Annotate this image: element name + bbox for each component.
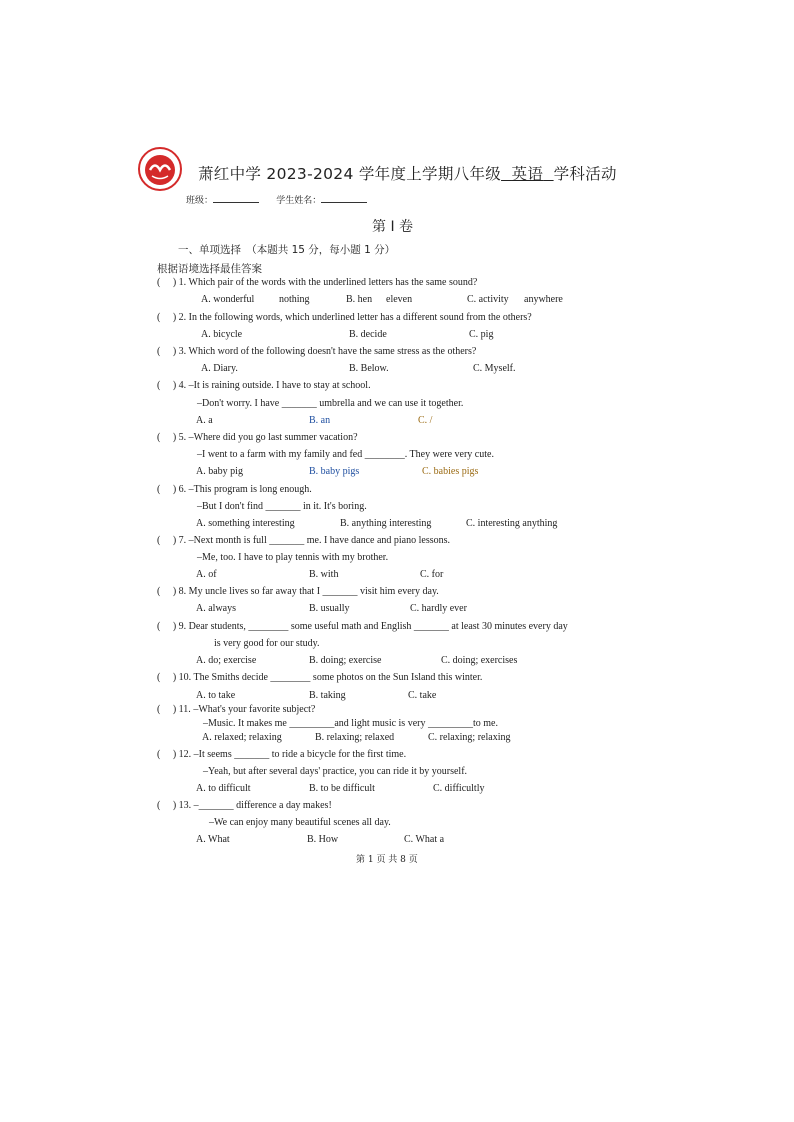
q4-option-c: C. / — [418, 415, 433, 426]
question-5: ( ) 5. –Where did you go last summer vacation? — [157, 432, 358, 443]
question-8: ( ) 8. My uncle lives so far away that I _______ visit him every day. — [157, 586, 439, 597]
q1-option-a: A. wonderful — [201, 294, 255, 305]
question-6: ( ) 6. –This program is long enough. — [157, 484, 312, 495]
q10-option-b: B. taking — [309, 690, 346, 701]
question-12: ( ) 12. –It seems _______ to ride a bicycle for the first time. — [157, 749, 407, 760]
q2-option-c: C. pig — [469, 329, 494, 340]
q3-option-a: A. Diary. — [201, 363, 238, 374]
question-10: ( ) 10. The Smiths decide ________ some photos on the Sun Island this winter. — [157, 672, 483, 683]
q4-option-a: A. a — [196, 415, 213, 426]
question-5-line-2: –I went to a farm with my family and fed ________. They were very cute. — [197, 449, 494, 460]
question-12-line-2: –Yeah, but after several days' practice, you can ride it by yourself. — [203, 766, 468, 777]
q10-option-c: C. take — [408, 690, 437, 701]
question-7: ( ) 7. –Next month is full _______ me. I have dance and piano lessons. — [157, 535, 451, 546]
question-11: ( ) 11. –What's your favorite subject? — [157, 704, 316, 715]
q6-option-b: B. anything interesting — [340, 518, 432, 529]
question-9-line-2: is very good for our study. — [214, 638, 320, 649]
q1-option-a2: nothing — [279, 294, 310, 305]
q1-option-c2: anywhere — [524, 294, 563, 305]
q8-option-b: B. usually — [309, 603, 350, 614]
q13-option-c: C. What a — [404, 834, 445, 845]
page-title: 萧红中学 2023-2024 学年度上学期八年级 英语 学科活动 — [198, 165, 617, 183]
q2-option-b: B. decide — [349, 329, 387, 340]
student-info: 班级： 学生姓名： — [186, 193, 367, 206]
q12-option-b: B. to be difficult — [309, 783, 375, 794]
question-4: ( ) 4. –It is raining outside. I have to stay at school. — [157, 380, 371, 391]
q5-option-b: B. baby pigs — [309, 466, 360, 477]
q12-option-a: A. to difficult — [196, 783, 251, 794]
q7-option-c: C. for — [420, 569, 444, 580]
question-1: ( ) 1. Which pair of the words with the underlined letters has the same sound? — [157, 277, 478, 288]
q9-option-c: C. doing; exercises — [441, 655, 518, 666]
q6-option-c: C. interesting anything — [466, 518, 558, 529]
question-9: ( ) 9. Dear students, ________ some useful math and English _______ at least 30 minutes every day — [157, 621, 568, 632]
q1-option-b2: eleven — [386, 294, 413, 305]
q3-option-b: B. Below. — [349, 363, 389, 374]
q2-option-a: A. bicycle — [201, 329, 243, 340]
page-footer: 第 1 页 共 8 页 — [356, 855, 418, 865]
q7-option-a: A. of — [196, 569, 217, 580]
section-heading: 一、单项选择 （本题共 15 分，每小题 1 分） — [178, 244, 396, 256]
question-2: ( ) 2. In the following words, which underlined letter has a different sound from the others? — [157, 312, 532, 323]
q12-option-c: C. difficultly — [433, 783, 485, 794]
q5-option-a: A. baby pig — [196, 466, 243, 477]
question-3: ( ) 3. Which word of the following doesn't have the same stress as the others? — [157, 346, 477, 357]
question-6-line-2: –But I don't find _______ in it. It's boring. — [197, 501, 367, 512]
q11-option-a: A. relaxed; relaxing — [202, 732, 282, 743]
question-11-line-2: –Music. It makes me _________and light music is very _________to me. — [203, 718, 498, 729]
q11-option-c: C. relaxing; relaxing — [428, 732, 511, 743]
q7-option-b: B. with — [309, 569, 339, 580]
q6-option-a: A. something interesting — [196, 518, 295, 529]
q11-option-b: B. relaxing; relaxed — [315, 732, 395, 743]
q1-option-b: B. hen — [346, 294, 373, 305]
question-7-line-2: –Me, too. I have to play tennis with my brother. — [197, 552, 389, 563]
q13-option-a: A. What — [196, 834, 230, 845]
q5-option-c: C. babies pigs — [422, 466, 479, 477]
q8-option-c: C. hardly ever — [410, 603, 467, 614]
section-instruction: 根据语境选择最佳答案 — [157, 263, 262, 275]
q9-option-a: A. do; exercise — [196, 655, 257, 666]
q4-option-b: B. an — [309, 415, 331, 426]
question-13-line-2: –We can enjoy many beautiful scenes all day. — [209, 817, 391, 828]
question-13: ( ) 13. –_______ difference a day makes! — [157, 800, 332, 811]
q1-option-c: C. activity — [467, 294, 509, 305]
question-4-line-2: –Don't worry. I have _______ umbrella and we can use it together. — [197, 398, 464, 409]
volume-heading: 第 I 卷 — [372, 219, 414, 235]
q8-option-a: A. always — [196, 603, 236, 614]
q13-option-b: B. How — [307, 834, 339, 845]
school-logo — [137, 146, 183, 192]
q9-option-b: B. doing; exercise — [309, 655, 382, 666]
q3-option-c: C. Myself. — [473, 363, 516, 374]
q10-option-a: A. to take — [196, 690, 236, 701]
